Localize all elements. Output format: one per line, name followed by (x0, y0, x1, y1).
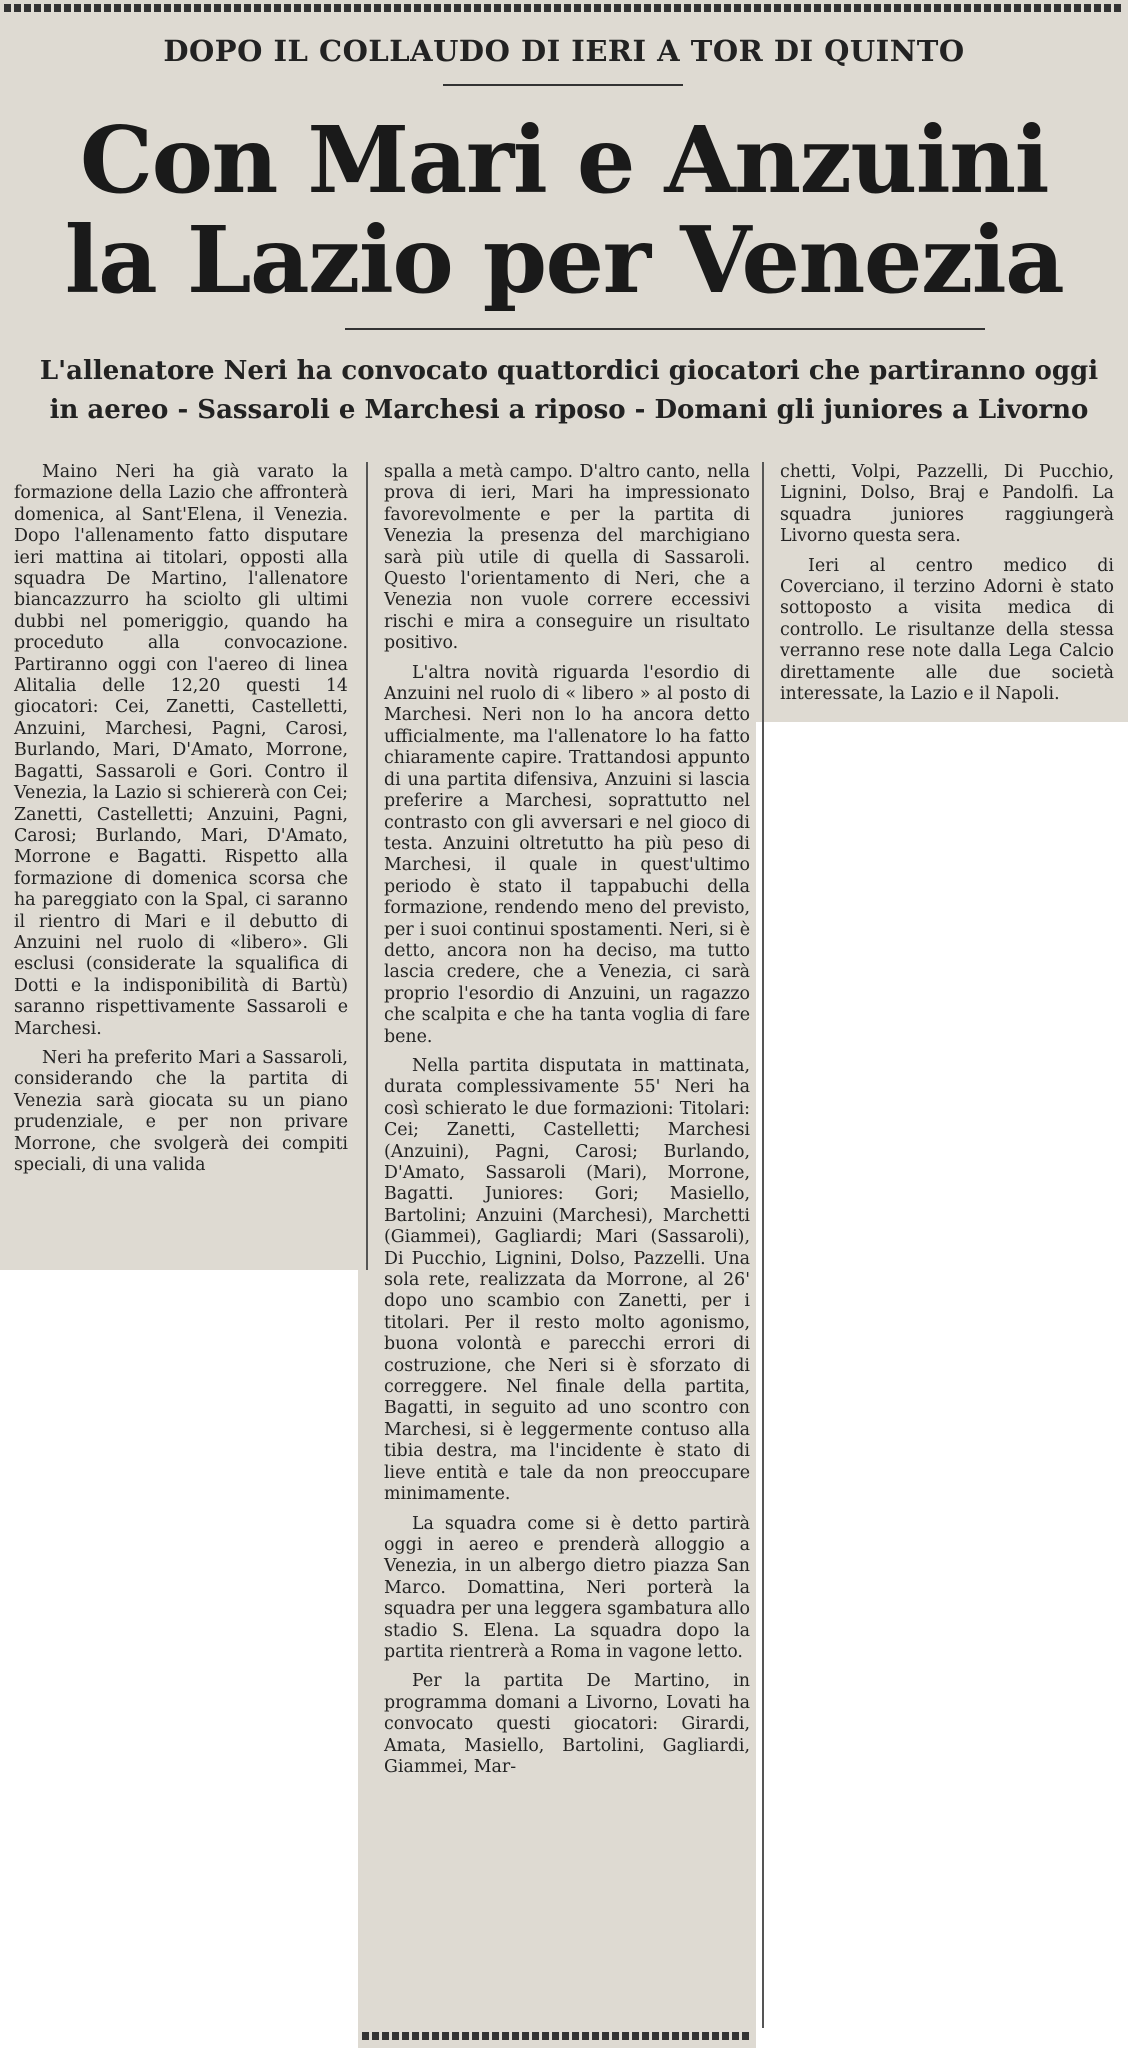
bottom-dashed-border (362, 2032, 752, 2040)
paragraph: Per la partita De Martino, in programma domani a Livorno, Lovati ha convocato questi giocatori: Girardi, Amata, Masiello, Bartolini, Gagliardi, Giammei, Mar- (384, 1671, 750, 1777)
column-divider (762, 462, 764, 2028)
subheadline-line-2: in aereo - Sassaroli e Marchesi a riposo - Domani gli juniores a Livorno (49, 395, 1089, 425)
kicker-rule (443, 84, 683, 86)
top-dashed-border (4, 4, 1124, 12)
paragraph: chetti, Volpi, Pazzelli, Di Pucchio, Lignini, Dolso, Braj e Pandolfi. La squadra juniores raggiungerà Livorno questa sera. (780, 462, 1114, 547)
paragraph: spalla a metà campo. D'altro canto, nella prova di ieri, Mari ha impressionato favorevolmente e per la partita di Venezia la presenza del marchigiano sarà più utile di quella di Sassaroli. Questo l'orientamento di Neri, che a Venezia non vuole correre eccessivi rischi e mira a conseguire un risultato positivo. (384, 462, 750, 654)
article-column-1 (14, 462, 348, 1184)
kicker: DOPO IL COLLAUDO DI IERI A TOR DI QUINTO (163, 34, 965, 68)
headline-line-1: Con Mari e Anzuini (79, 106, 1049, 214)
column-divider (366, 462, 368, 1270)
paragraph: L'altra novità riguarda l'esordio di Anzuini nel ruolo di « libero » al posto di Marchesi. Neri non lo ha ancora detto ufficialmente, ma l'allenatore lo ha fatto chiaramente capire. Trattandosi appunto di una partita difensiva, Anzuini si lascia preferire a Marchesi, soprattutto nel contrasto con gli avversari e nel gioco di testa. Anzuini oltretutto ha più peso di Marchesi, il quale in quest'ultimo periodo è stato il tappabuchi della formazione, rendendo meno del previsto, per i suoi continui spostamenti. Neri, si è detto, ancora non ha deciso, ma tutto lascia credere, che a Venezia, ci sarà proprio l'esordio di Anzuini, un ragazzo che scalpita e che ha tanta voglia di fare bene. (384, 662, 750, 1047)
subheadline (30, 352, 1108, 430)
article-column-2 (384, 462, 750, 1786)
paragraph: Neri ha preferito Mari a Sassaroli, considerando che la partita di Venezia sarà giocata su un piano prudenziale, e per non privare Morrone, che svolgerà dei compiti speciali, di una valida (14, 1047, 348, 1175)
paragraph: Maino Neri ha già varato la formazione della Lazio che affronterà domenica, al Sant'Elena, il Venezia. Dopo l'allenamento fatto disputare ieri mattina ai titolari, opposti alla squadra De Martino, l'allenatore biancazzurro ha sciolto gli ultimi dubbi nel pomeriggio, quando ha proceduto alla convocazione. Partiranno oggi con l'aereo di linea Alitalia delle 12,20 questi 14 giocatori: Cei, Zanetti, Castelletti, Anzuini, Marchesi, Pagni, Carosi, Burlando, Mari, D'Amato, Morrone, Bagatti, Sassaroli e Gori. Contro il Venezia, la Lazio si schiererà con Cei; Zanetti, Castelletti; Anzuini, Pagni, Carosi; Burlando, Mari, D'Amato, Morrone e Bagatti. Rispetto alla formazione di domenica scorsa che ha pareggiato con la Spal, ci saranno il rientro di Mari e il debutto di Anzuini nel ruolo di «libero». Gli esclusi (considerate la squalifica di Dotti e la indisponibilità di Bartù) saranno rispettivamente Sassaroli e Marchesi. (14, 462, 348, 1039)
paragraph: Nella partita disputata in mattinata, durata complessivamente 55' Neri ha così schierato le due formazioni: Titolari: Cei; Zanetti, Castelletti; Marchesi (Anzuini), Pagni, Carosi; Burlando, D'Amato, Sassaroli (Mari), Morrone, Bagatti. Juniores: Gori; Masiello, Bartolini; Anzuini (Marchesi), Marchetti (Giammei), Gagliardi; Mari (Sassaroli), Di Pucchio, Lignini, Dolso, Pazzelli. Una sola rete, realizzata da Morrone, al 26' dopo uno scambio con Zanetti, per i titolari. Per il resto molto agonismo, buona volontà e parecchi errori di costruzione, che Neri si è sforzato di correggere. Nel finale della partita, Bagatti, in seguito ad uno scontro con Marchesi, si è leggermente contuso alla tibia destra, ma l'incidente è stato di lieve entità e tale da non preoccupare minimamente. (384, 1055, 750, 1505)
headline-rule (345, 328, 985, 330)
paragraph: Ieri al centro medico di Coverciano, il terzino Adorni è stato sottoposto a visita medica di controllo. Le risultanze della stessa verranno rese note dalla Lega Calcio direttamente alle due società interessate, la Lazio e il Napoli. (780, 555, 1114, 705)
paragraph: La squadra come si è detto partirà oggi in aereo e prenderà alloggio a Venezia, in un albergo dietro piazza San Marco. Domattina, Neri porterà la squadra per una leggera sgambatura allo stadio S. Elena. La squadra dopo la partita rientrerà a Roma in vagone letto. (384, 1513, 750, 1662)
headline-line-2: la Lazio per Venezia (64, 206, 1064, 314)
article-column-3 (780, 462, 1114, 713)
subheadline-line-1: L'allenatore Neri ha convocato quattordici giocatori che partiranno oggi (39, 356, 1099, 386)
